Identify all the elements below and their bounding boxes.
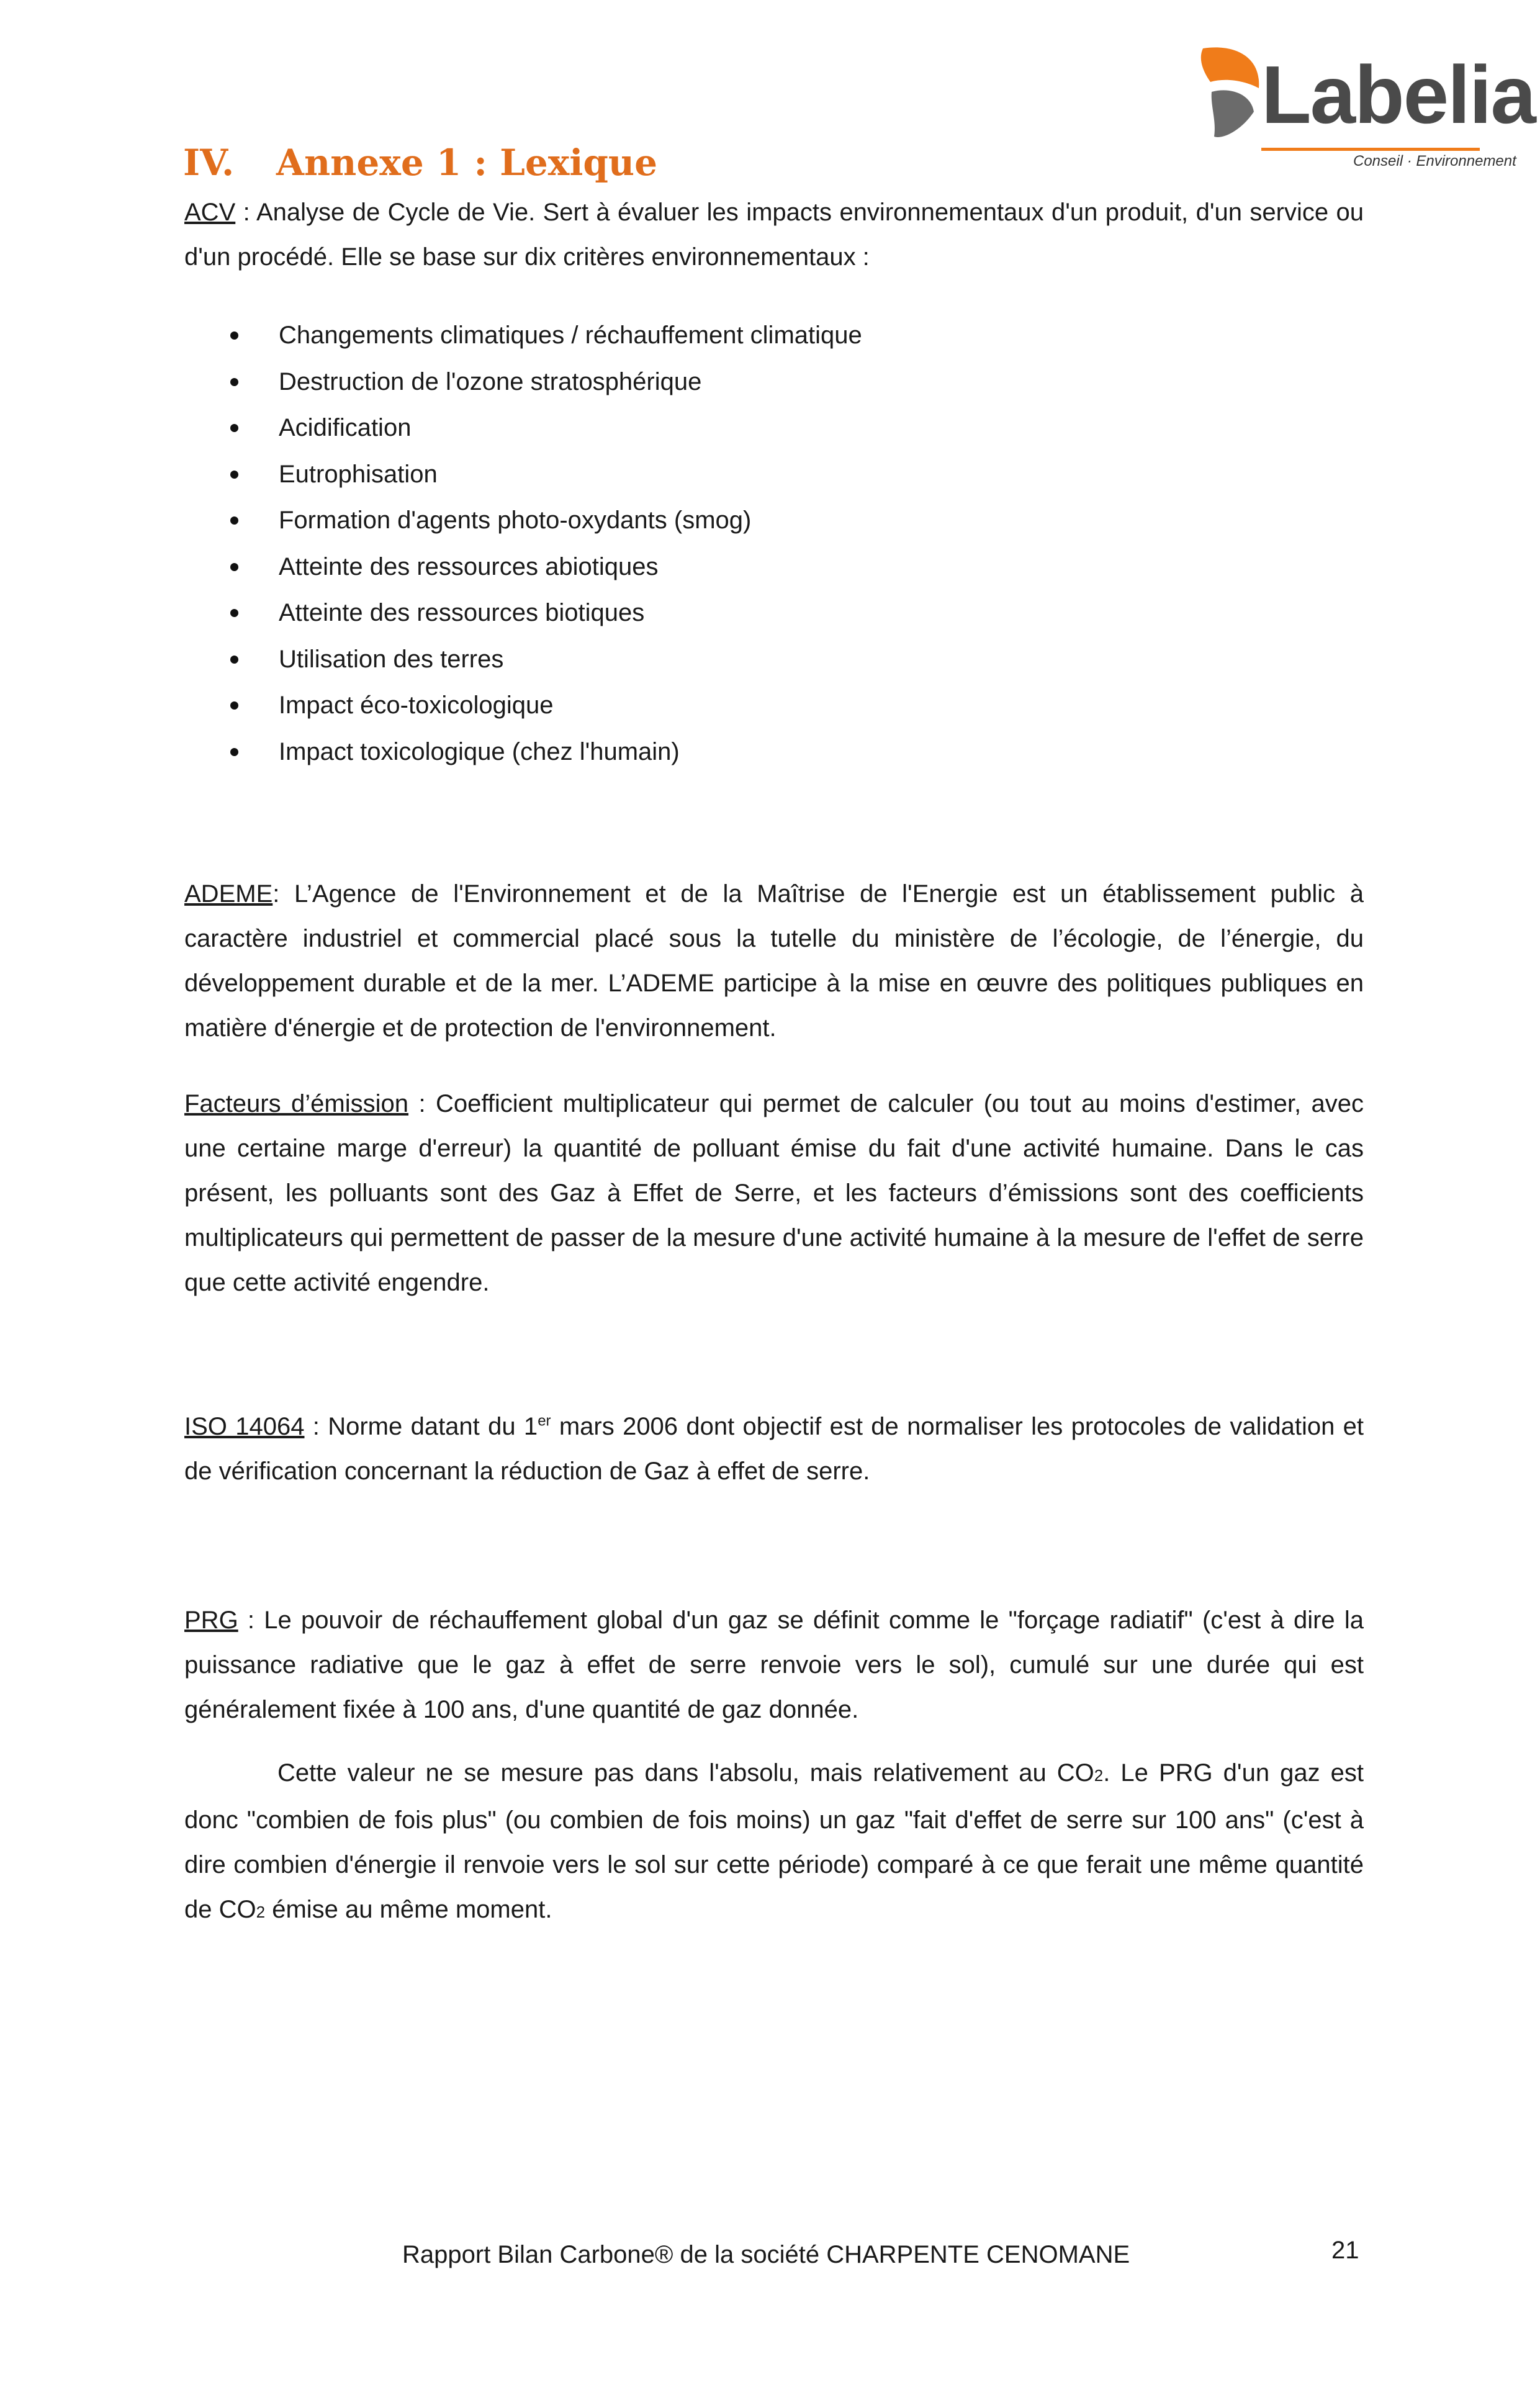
section-title: Annexe 1 : Lexique [276,142,657,184]
list-item: Destruction de l'ozone stratosphérique [184,359,862,405]
butterfly-icon [1192,43,1272,149]
logo-wordmark: Labelia [1261,49,1535,140]
bullet-icon [230,516,238,525]
list-item: Acidification [184,405,862,451]
list-item: Changements climatiques / réchauffement climatique [184,312,862,359]
facteurs-definition [184,1081,1364,1305]
facteurs-text: : Coefficient multiplicateur qui permet de calculer (ou tout au moins d'estimer, avec une certaine marge d'erreur) la quantité de polluant émise du fait d'une activité humaine. Dans le cas présent, les polluants sont des Gaz à Effet de Serre, et les facteurs d’émissions sont des coefficients multiplicateurs qui permettent de passer de la mesure d'une activité humaine à la mesure de l'effet de serre que cette activité engendre. [184,1090,1364,1296]
bullet-icon [230,424,238,432]
list-item: Utilisation des terres [184,636,862,683]
prg-paragraph-2: Cette valeur ne se mesure pas dans l'absolu, mais relativement au CO2. Le PRG d'un gaz est donc "combien de fois plus" (ou combien de fois moins) un gaz "fait d'effet de serre sur 100 ans" (c'est à dire combien d'énergie il renvoie vers le sol sur cette période) comparé à ce que ferait une même quantité de CO2 émise au même moment. [184,1759,1364,1923]
prg-text: : Le pouvoir de réchauffement global d'un gaz se définit comme le "forçage radiatif" (c'est à dire la puissance radiative que le gaz à effet de serre renvoie vers le sol), cumulé sur une durée qui est généralement fixée à 100 ans, d'une quantité de gaz donnée. [184,1607,1364,1723]
list-item: Impact éco-toxicologique [184,682,862,729]
acv-definition [184,190,1364,279]
list-item: Eutrophisation [184,451,862,498]
iso-term: ISO 14064 [184,1413,305,1440]
list-item: Formation d'agents photo-oxydants (smog) [184,497,862,544]
footer-text: Rapport Bilan Carbone® de la société CHARPENTE CENOMANE [402,2241,1130,2268]
bullet-icon [230,331,238,340]
bullet-icon [230,609,238,617]
acv-term: ACV [184,199,236,226]
section-heading [183,142,657,184]
list-item: Atteinte des ressources biotiques [184,590,862,636]
ademe-term: ADEME [184,880,273,908]
bullet-icon [230,378,238,386]
bullet-icon [230,701,238,710]
labelia-logo [1204,43,1535,174]
superscript: er [538,1412,551,1430]
prg-term: PRG [184,1607,238,1634]
bullet-icon [230,748,238,756]
bullet-icon [230,563,238,571]
section-number: IV. [183,142,235,184]
logo-underline [1261,148,1480,151]
list-item: Impact toxicologique (chez l'humain) [184,729,862,775]
prg-definition [184,1598,1364,1732]
facteurs-term: Facteurs d’émission [184,1090,409,1117]
acv-text: : Analyse de Cycle de Vie. Sert à évaluer les impacts environnementaux d'un produit, d'un service ou d'un procédé. Elle se base sur dix critères environnementaux : [184,199,1364,271]
acv-criteria-list [184,312,862,775]
ademe-definition [184,872,1364,1050]
iso-definition: ISO 14064 : Norme datant du 1er mars 2006 dont objectif est de normaliser les protocoles de validation et de vérification concernant la réduction de Gaz à effet de serre. [184,1412,1364,1485]
logo-tagline: Conseil · Environnement [1353,153,1516,169]
page-number: 21 [1331,2237,1359,2264]
bullet-icon [230,656,238,664]
bullet-icon [230,471,238,479]
ademe-text: : L’Agence de l'Environnement et de la Maîtrise de l'Energie est un établissement public à caractère industriel et commercial placé sous la tutelle du ministère de l’écologie, de l’énergie, du développement durable et de la mer. L’ADEME participe à la mise en œuvre des politiques publiques en matière d'énergie et de protection de l'environnement. [184,880,1364,1042]
list-item: Atteinte des ressources abiotiques [184,544,862,590]
